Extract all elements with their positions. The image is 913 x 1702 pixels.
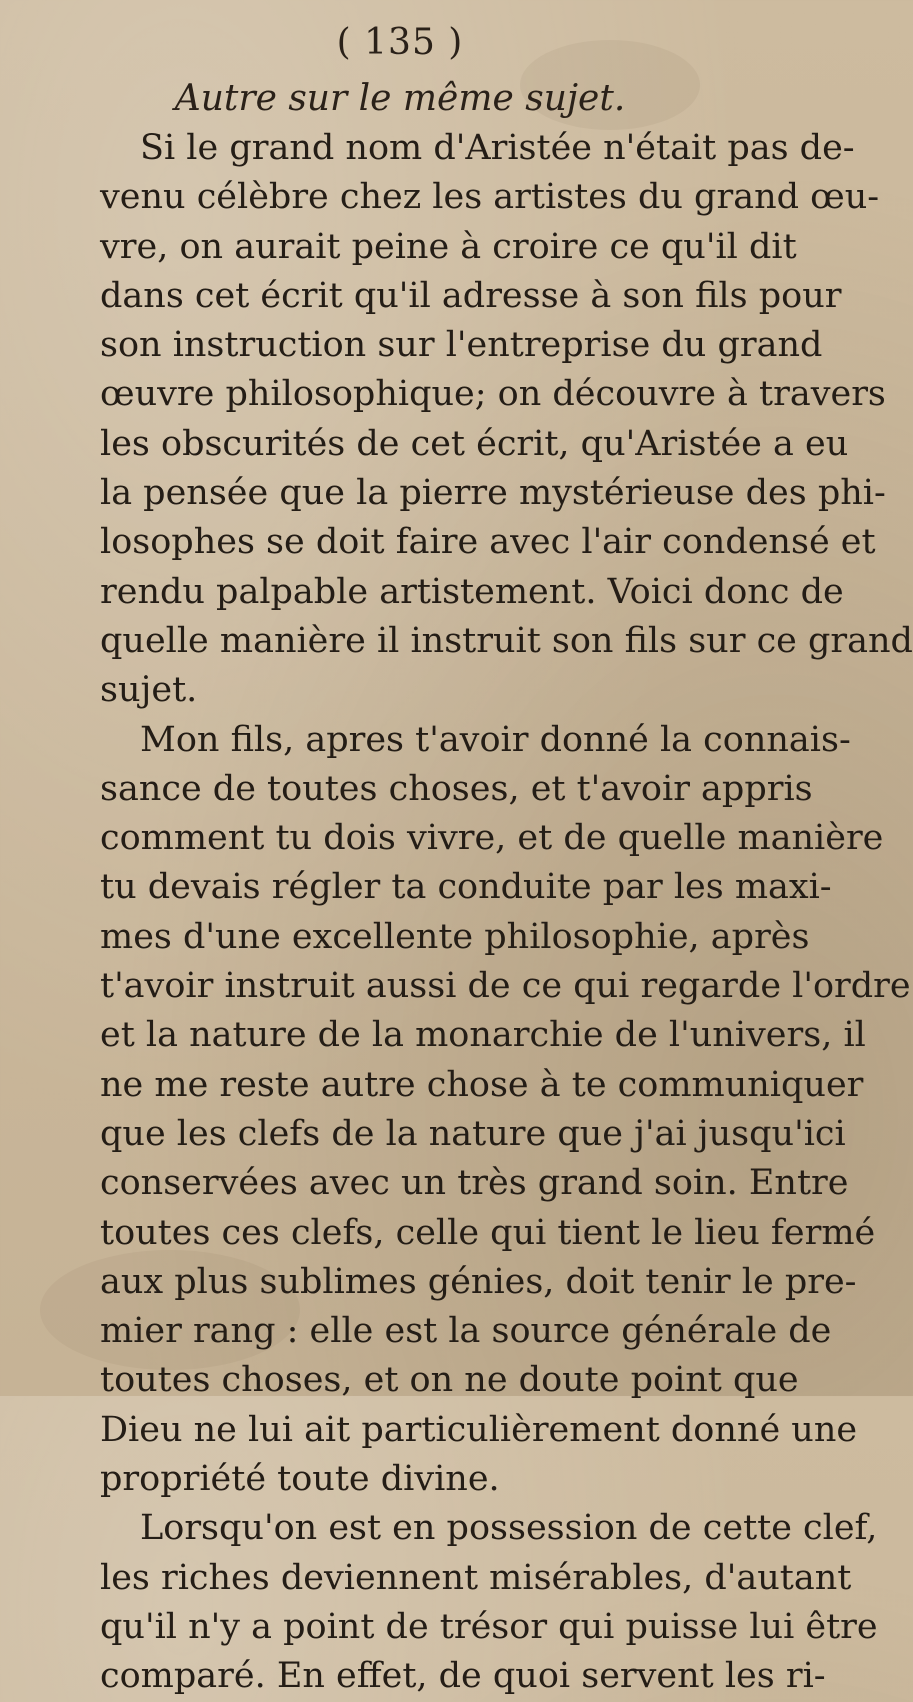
text-line: toutes ces clefs, celle qui tient le lieu fermé — [100, 1212, 876, 1253]
text-line: les riches deviennent misérables, d'autant — [100, 1557, 852, 1598]
body-text — [100, 124, 913, 1702]
text-line: Dieu ne lui ait particulièrement donné une — [100, 1409, 858, 1450]
text-line: et la nature de la monarchie de l'univers, il — [100, 1015, 866, 1056]
text-line: Si le grand nom d'Aristée n'était pas de- — [140, 128, 855, 168]
text-line: sance de toutes choses, et t'avoir appris — [100, 768, 813, 809]
text-line: comment tu dois vivre, et de quelle manière — [100, 818, 884, 859]
text-line: losophes se doit faire avec l'air condensé et — [100, 522, 876, 563]
text-line: que les clefs de la nature que j'ai jusqu'ici — [100, 1113, 846, 1154]
text-line: conservées avec un très grand soin. Entre — [100, 1163, 849, 1204]
text-line: dans cet écrit qu'il adresse à son fils pour — [100, 275, 842, 316]
text-line: comparé. En effet, de quoi servent les ri- — [100, 1656, 826, 1697]
text-line: les obscurités de cet écrit, qu'Aristée a eu — [100, 423, 849, 464]
text-line: quelle manière il instruit son fils sur ce grand — [100, 620, 913, 661]
text-line: ne me reste autre chose à te communiquer — [100, 1064, 864, 1105]
text-line: Mon fils, apres t'avoir donné la connais- — [140, 719, 851, 760]
text-line: la pensée que la pierre mystérieuse des phi- — [100, 473, 886, 514]
text-line: propriété toute divine. — [100, 1459, 500, 1500]
text-line: aux plus sublimes génies, doit tenir le pre- — [100, 1261, 857, 1302]
text-line: qu'il n'y a point de trésor qui puisse lui être — [100, 1606, 878, 1647]
text-line: rendu palpable artistement. Voici donc de — [100, 571, 844, 612]
section-title: Autre sur le même sujet. — [174, 78, 626, 119]
text-line: son instruction sur l'entreprise du grand — [100, 325, 823, 366]
text-line: mier rang : elle est la source générale de — [100, 1311, 832, 1352]
text-line: Lorsqu'on est en possession de cette clef, — [140, 1508, 878, 1549]
text-line: œuvre philosophique; on découvre à travers — [100, 374, 886, 415]
text-line: tu devais régler ta conduite par les maxi- — [100, 867, 832, 908]
page-number: ( 135 ) — [336, 22, 464, 63]
text-line: t'avoir instruit aussi de ce qui regarde l'ordre — [100, 966, 911, 1007]
text-line: toutes choses, et on ne doute point que — [100, 1360, 799, 1401]
text-line: mes d'une excellente philosophie, après — [100, 916, 810, 957]
text-line: venu célèbre chez les artistes du grand œu- — [100, 177, 880, 218]
text-line: vre, on aurait peine à croire ce qu'il dit — [100, 226, 797, 267]
text-line: sujet. — [100, 670, 198, 711]
